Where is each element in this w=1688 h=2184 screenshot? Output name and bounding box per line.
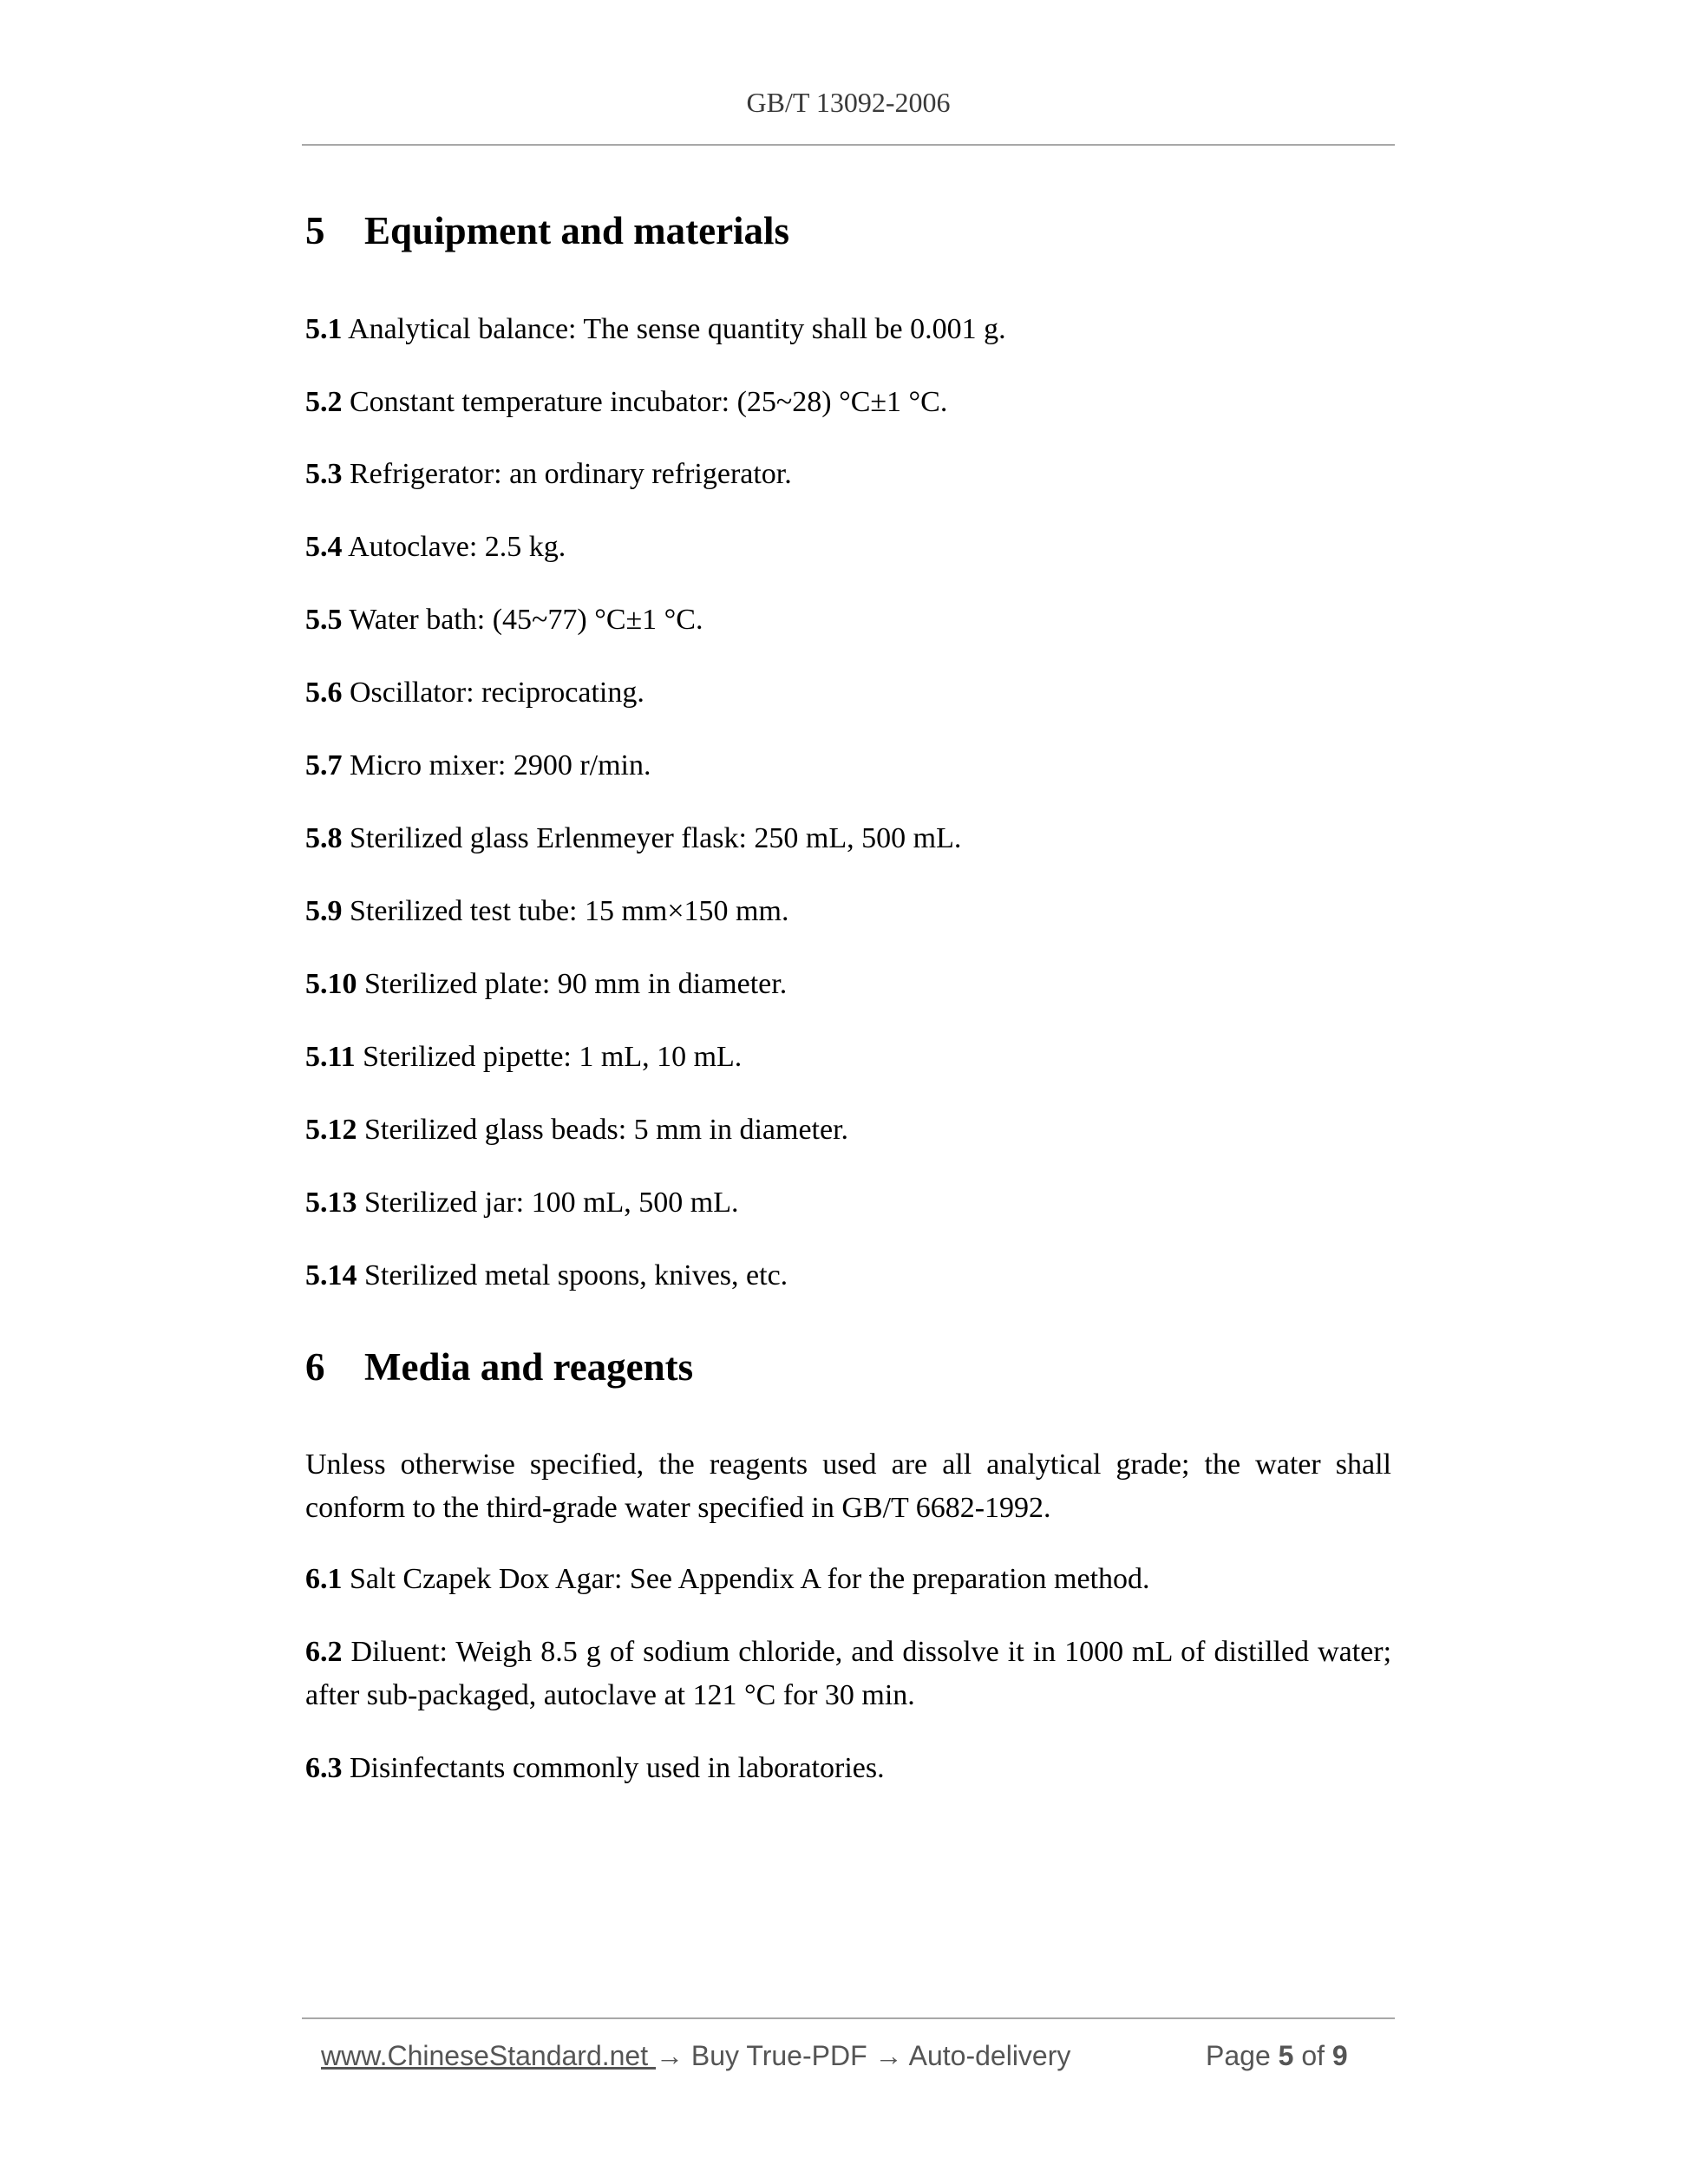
list-item	[305, 891, 788, 932]
list-item	[305, 599, 703, 641]
list-item	[305, 1182, 739, 1224]
section-6-heading	[305, 1344, 693, 1390]
delivery-text: Auto-delivery	[902, 2040, 1071, 2071]
clause-number: 5.4	[305, 531, 343, 563]
clause-number: 5.9	[305, 895, 343, 927]
clause-number: 5.3	[305, 458, 343, 490]
section-6-intro: Unless otherwise specified, the reagents used are all analytical grade; the water shall conform to the third-grade water specified in GB/T 6682-1992.	[305, 1448, 1391, 1524]
list-item	[305, 1109, 848, 1151]
page-of: of	[1293, 2040, 1332, 2071]
section-number: 5	[305, 209, 325, 252]
page-indicator	[1206, 2040, 1348, 2072]
section-title: Media and reagents	[364, 1345, 694, 1389]
clause-number: 5.5	[305, 604, 343, 636]
clause-text: Oscillator: reciprocating.	[350, 677, 644, 709]
list-item	[305, 1748, 885, 1789]
running-header: GB/T 13092-2006	[746, 87, 951, 118]
clause-number: 5.8	[305, 822, 343, 854]
clause-text: Sterilized test tube: 15 mm×150 mm.	[350, 895, 789, 927]
list-item	[305, 1631, 1391, 1717]
buy-text: Buy True-PDF	[684, 2040, 875, 2071]
clause-number: 5.11	[305, 1041, 356, 1073]
clause-text: Sterilized jar: 100 mL, 500 mL.	[364, 1187, 739, 1219]
page-current: 5	[1278, 2040, 1294, 2071]
list-item	[305, 1559, 1150, 1600]
list-item	[305, 526, 566, 568]
clause-text: Sterilized glass Erlenmeyer flask: 250 mL, 500 mL.	[350, 822, 962, 854]
clause-text: Analytical balance: The sense quantity shall be 0.001 g.	[348, 313, 1006, 345]
clause-text: Water bath: (45~77) °C±1 °C.	[349, 604, 703, 636]
clause-text: Sterilized metal spoons, knives, etc.	[364, 1259, 788, 1291]
clause-number: 5.14	[305, 1259, 357, 1291]
arrow-right-icon: →	[656, 2040, 684, 2071]
clause-text: Salt Czapek Dox Agar: See Appendix A for the preparation method.	[350, 1563, 1150, 1595]
clause-number: 5.10	[305, 968, 357, 1000]
clause-number: 5.6	[305, 677, 343, 709]
list-item	[305, 1036, 742, 1078]
clause-text: Autoclave: 2.5 kg.	[348, 531, 566, 563]
clause-text: Sterilized glass beads: 5 mm in diameter.	[364, 1114, 849, 1146]
clause-number: 6.3	[305, 1752, 343, 1784]
list-item	[305, 672, 644, 714]
header-divider	[302, 144, 1395, 146]
section-5-heading	[305, 208, 789, 253]
page-total: 9	[1331, 2040, 1348, 2071]
clause-number: 6.2	[305, 1636, 343, 1668]
list-item	[305, 382, 947, 423]
list-item	[305, 309, 1006, 350]
clause-text: Micro mixer: 2900 r/min.	[350, 749, 651, 781]
list-item	[305, 964, 787, 1005]
clause-number: 5.1	[305, 313, 343, 345]
section-title: Equipment and materials	[364, 209, 790, 252]
list-item	[305, 745, 651, 787]
page-label: Page	[1206, 2040, 1279, 2071]
website-link[interactable]: www.ChineseStandard.net	[321, 2040, 656, 2071]
clause-number: 6.1	[305, 1563, 343, 1595]
clause-text: Constant temperature incubator: (25~28) °C±1 °C.	[350, 386, 948, 418]
list-item	[305, 454, 792, 495]
clause-number: 5.7	[305, 749, 343, 781]
clause-text: Sterilized plate: 90 mm in diameter.	[364, 968, 788, 1000]
clause-number: 5.13	[305, 1187, 357, 1219]
arrow-right-icon: →	[874, 2040, 903, 2071]
clause-number: 5.2	[305, 386, 343, 418]
footer-promo	[321, 2040, 1070, 2072]
clause-text: Sterilized pipette: 1 mL, 10 mL.	[363, 1041, 743, 1073]
clause-text: Diluent: Weigh 8.5 g of sodium chloride, and dissolve it in 1000 mL of distilled water; after sub-packaged, autoclave at 121 °C for 30 min.	[305, 1636, 1392, 1711]
list-item	[305, 818, 961, 860]
clause-text: Disinfectants commonly used in laboratories.	[350, 1752, 885, 1784]
clause-number: 5.12	[305, 1114, 357, 1146]
clause-text: Refrigerator: an ordinary refrigerator.	[350, 458, 792, 490]
section-number: 6	[305, 1345, 325, 1389]
footer-divider	[302, 2017, 1395, 2019]
list-item	[305, 1255, 788, 1297]
